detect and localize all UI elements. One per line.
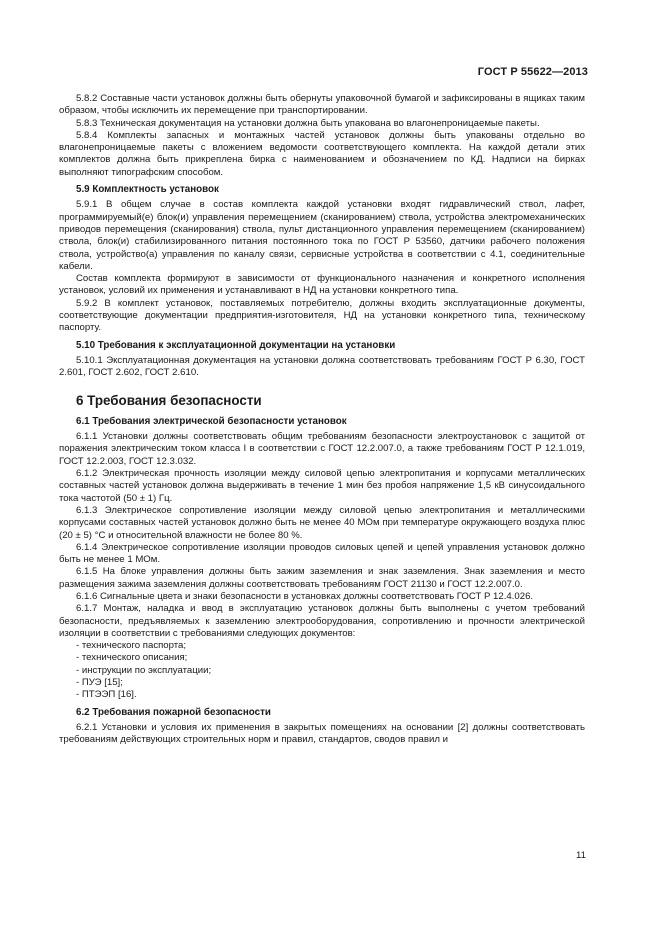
paragraph: 6.1.7 Монтаж, наладка и ввод в эксплуатацию установок должны быть выполнены с учетом требований безопасности, предъявляемых к заземлению электрооборудования, сопротивлению и прочности электрической изоляции в соответствии с требованиями следующих документов: — [59, 603, 585, 639]
subsection-heading: 6.2 Требования пожарной безопасности — [76, 706, 271, 718]
section-heading: 6 Требования безопасности — [76, 392, 262, 408]
paragraph: 5.8.2 Составные части установок должны быть обернуты упаковочной бумагой и зафиксированы в ящиках таким образом, чтобы исключить их перемещение при транспортировании. — [59, 93, 585, 117]
paragraph: 6.1.6 Сигнальные цвета и знаки безопасности в установках должны соответствовать ГОСТ Р 12.4.026. — [76, 590, 534, 602]
paragraph: 5.8.4 Комплекты запасных и монтажных частей установок должны быть упакованы отдельно во влагонепроницаемые пакеты с вложением ведомости соответствующего комплекта. На каждой детали этих комплектов должна быть прикреплена бирка с наименованием и обозначением по КД. Надписи на бирках выполняют типографским способом. — [59, 129, 585, 178]
page-number: 11 — [576, 850, 586, 861]
paragraph: 5.10.1 Эксплуатационная документация на установки должна соответствовать требованиям ГОСТ Р 6.30, ГОСТ 2.601, ГОСТ 2.602, ГОСТ 2.610. — [59, 354, 585, 379]
list-item: - технического паспорта; — [76, 640, 187, 652]
paragraph: 5.9.2 В комплект установок, поставляемых потребителю, должны входить эксплуатационные документы, соответствующие документации предприятия-изготовителя, НД на установки конкретного типа, техническому паспорту. — [59, 297, 585, 334]
paragraph: 6.1.2 Электрическая прочность изоляции между силовой цепью электропитания и корпусами металлических составных частей установок должна выдерживать в течение 1 мин без пробоя напряжение 1,5 кВ синусоидального тока частотой (50 ± 1) Гц. — [59, 468, 585, 504]
list-item: - технического описания; — [76, 652, 188, 664]
paragraph: 6.1.1 Установки должны соответствовать общим требованиям безопасности электроустановок с защитой от поражения электрическим током класса I в соответствии с ГОСТ 12.2.007.0, а также требованиям ГОСТ Р 12.1.019, ГОСТ 12.2.003, ГОСТ 12.3.032. — [59, 431, 585, 467]
list-item: - ПУЭ [15]; — [76, 677, 123, 689]
list-item: - инструкции по эксплуатации; — [76, 664, 212, 676]
subsection-heading: 5.10 Требования к эксплуатационной документации на установки — [76, 339, 396, 351]
paragraph: 6.1.5 На блоке управления должны быть зажим заземления и знак заземления. Знак заземления и место размещения зажима заземления должны соответствовать требованиям ГОСТ 21130 и ГОСТ 12.2.007.0. — [59, 566, 585, 590]
paragraph: 6.1.3 Электрическое сопротивление изоляции между силовой цепью электропитания и металлическими корпусами составных частей установок должно быть не менее 40 МОм при температуре окружающего воздуха плюс (20 ± 5) °С и относительной влажности не более 80 %. — [59, 504, 585, 541]
paragraph: 5.9.1 В общем случае в состав комплекта каждой установки входят гидравлический ствол, лафет, программируемый(е) блок(и) управления перемещением (сканированием) ствола, устройства электромеханических приводов перемещения (сканирования) ствола, пульт дистанционного управления перемещением (сканированием) ствола, блок(и) стабилизированного питания постоянного тока по ГОСТ Р 53560, датчики рабочего положения ствола, устройство(а) управления по каналу связи, сервисные устройства в соответствии с 4.1, соединительные кабели. — [59, 199, 585, 272]
document-header: ГОСТ Р 55622—2013 — [477, 66, 588, 78]
subsection-heading: 5.9 Комплектность установок — [76, 184, 219, 196]
subsection-heading: 6.1 Требования электрической безопасности установок — [76, 415, 347, 427]
paragraph: 6.1.4 Электрическое сопротивление изоляции проводов силовых цепей и цепей управления установок должно быть не менее 1 МОм. — [59, 541, 585, 566]
paragraph: 6.2.1 Установки и условия их применения в закрытых помещениях на основании [2] должны соответствовать требованиям действующих строительных норм и правил, стандартов, сводов правил и — [59, 721, 585, 746]
document-body — [59, 93, 585, 747]
list-item: - ПТЭЭП [16]. — [76, 689, 137, 701]
paragraph: 5.8.3 Техническая документация на установки должна быть упакована во влагонепроницаемые пакеты. — [76, 117, 540, 129]
paragraph: Состав комплекта формируют в зависимости от функционального назначения и конкретного исполнения установок, условий их применения и устанавливают в НД на установки конкретного типа. — [59, 273, 585, 297]
